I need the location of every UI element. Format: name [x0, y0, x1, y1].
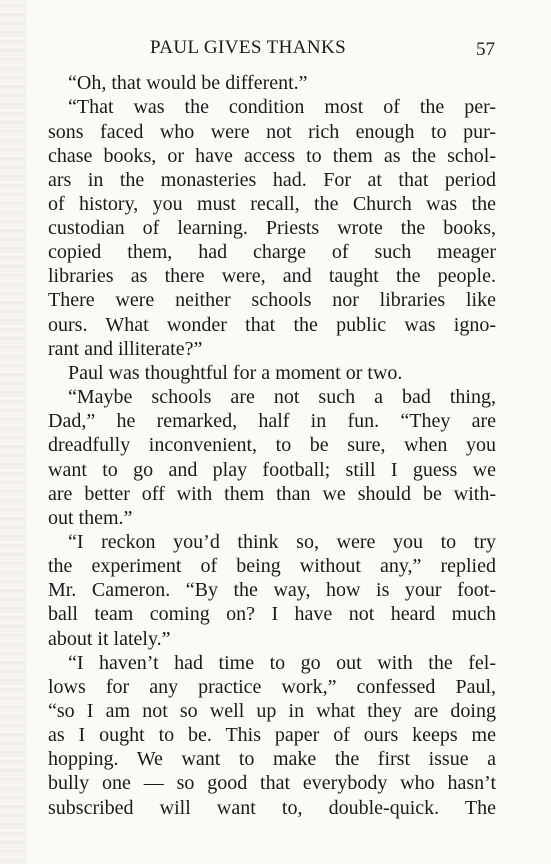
text-line: Dad,” he remarked, half in fun. “They are — [48, 410, 496, 432]
text-line: sons faced who were not rich enough to pur- — [48, 121, 496, 143]
text-line: are better off with them than we should be with- — [48, 483, 496, 505]
running-head: PAUL GIVES THANKS — [150, 37, 347, 58]
text-line: out them.” — [48, 507, 133, 529]
text-line: “Oh, that would be different.” — [68, 72, 308, 94]
text-line: ball team coming on? I have not heard much — [48, 603, 496, 625]
text-line: “That was the condition most of the per- — [68, 96, 496, 118]
text-line: chase books, or have access to them as the schol- — [48, 145, 496, 167]
text-line: custodian of learning. Priests wrote the books, — [48, 217, 496, 239]
text-line: copied them, had charge of such meager — [48, 241, 496, 263]
text-line: “so I am not so well up in what they are doing — [48, 700, 496, 722]
text-line: hopping. We want to make the first issue a — [48, 748, 496, 770]
text-line: want to go and play football; still I guess we — [48, 459, 496, 481]
text-line: as I ought to be. This paper of ours keeps me — [48, 724, 496, 746]
text-line: the experiment of being without any,” replied — [48, 555, 496, 577]
text-line: lows for any practice work,” confessed Paul, — [48, 676, 496, 698]
text-line: of history, you must recall, the Church was the — [48, 193, 496, 215]
text-line: ours. What wonder that the public was igno- — [48, 314, 496, 336]
text-line: rant and illiterate?” — [48, 338, 203, 360]
text-line: ars in the monasteries had. For at that period — [48, 169, 496, 191]
page-number: 57 — [476, 39, 495, 60]
text-line: libraries as there were, and taught the people. — [48, 265, 496, 287]
text-line: “I reckon you’d think so, were you to try — [68, 531, 496, 553]
text-line: “I haven’t had time to go out with the fel- — [68, 652, 496, 674]
text-line: about it lately.” — [48, 628, 171, 650]
text-line: There were neither schools nor libraries like — [48, 289, 496, 311]
text-line: Mr. Cameron. “By the way, how is your foot- — [48, 579, 496, 601]
text-line: dreadfully inconvenient, to be sure, when you — [48, 434, 496, 456]
text-line: “Maybe schools are not such a bad thing, — [68, 386, 496, 408]
text-line: bully one — so good that everybody who hasn’t — [48, 772, 496, 794]
text-line: subscribed will want to, double-quick. The — [48, 797, 496, 819]
text-line: Paul was thoughtful for a moment or two. — [68, 362, 403, 384]
